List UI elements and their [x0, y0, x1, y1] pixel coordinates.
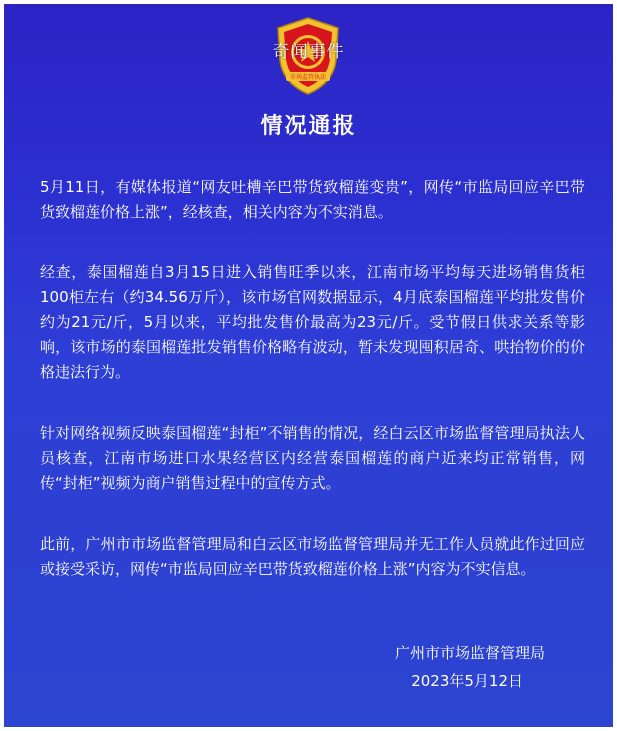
- emblem-text: 市场监管执法: [289, 74, 327, 81]
- watermark: 奇闻事件: [272, 42, 345, 62]
- issuer-signature: 广州市市场监督管理局: [394, 644, 545, 662]
- paragraph-1: 5月11日，有媒体报道“网友吐槽辛巴带货致榴莲变贵”，网传“市监局回应辛巴带货致榴莲价格上涨”，经核查，相关内容为不实消息。: [40, 178, 585, 221]
- issue-date: 2023年5月12日: [411, 672, 523, 690]
- page-title: 情况通报: [260, 114, 357, 139]
- notice-page: [4, 4, 613, 727]
- paragraph-2: 经查，泰国榴莲自3月15日进入销售旺季以来，江南市场平均每天进场销售货柜100柜左右（约34.56万斤），该市场官网数据显示，4月底泰国榴莲平均批发售价约为21元/斤，5月以来，平均批发售价最高为23元/斤。受节假日供求关系等影响，该市场的泰国榴莲批发销售价格略有波动，暂未发现囤积居奇、哄抬物价的价格违法行为。: [40, 263, 585, 381]
- paragraph-3: 针对网络视频反映泰国榴莲“封柜”不销售的情况，经白云区市场监督管理局执法人员核查，江南市场进口水果经营区内经营泰国榴莲的商户近来均正常销售，网传“封柜”视频为商户销售过程中的宣传方式。: [40, 424, 585, 492]
- paragraph-4: 此前，广州市市场监督管理局和白云区市场监督管理局并无工作人员就此作过回应或接受采访，网传“市监局回应辛巴带货致榴莲价格上涨”内容为不实信息。: [40, 535, 585, 578]
